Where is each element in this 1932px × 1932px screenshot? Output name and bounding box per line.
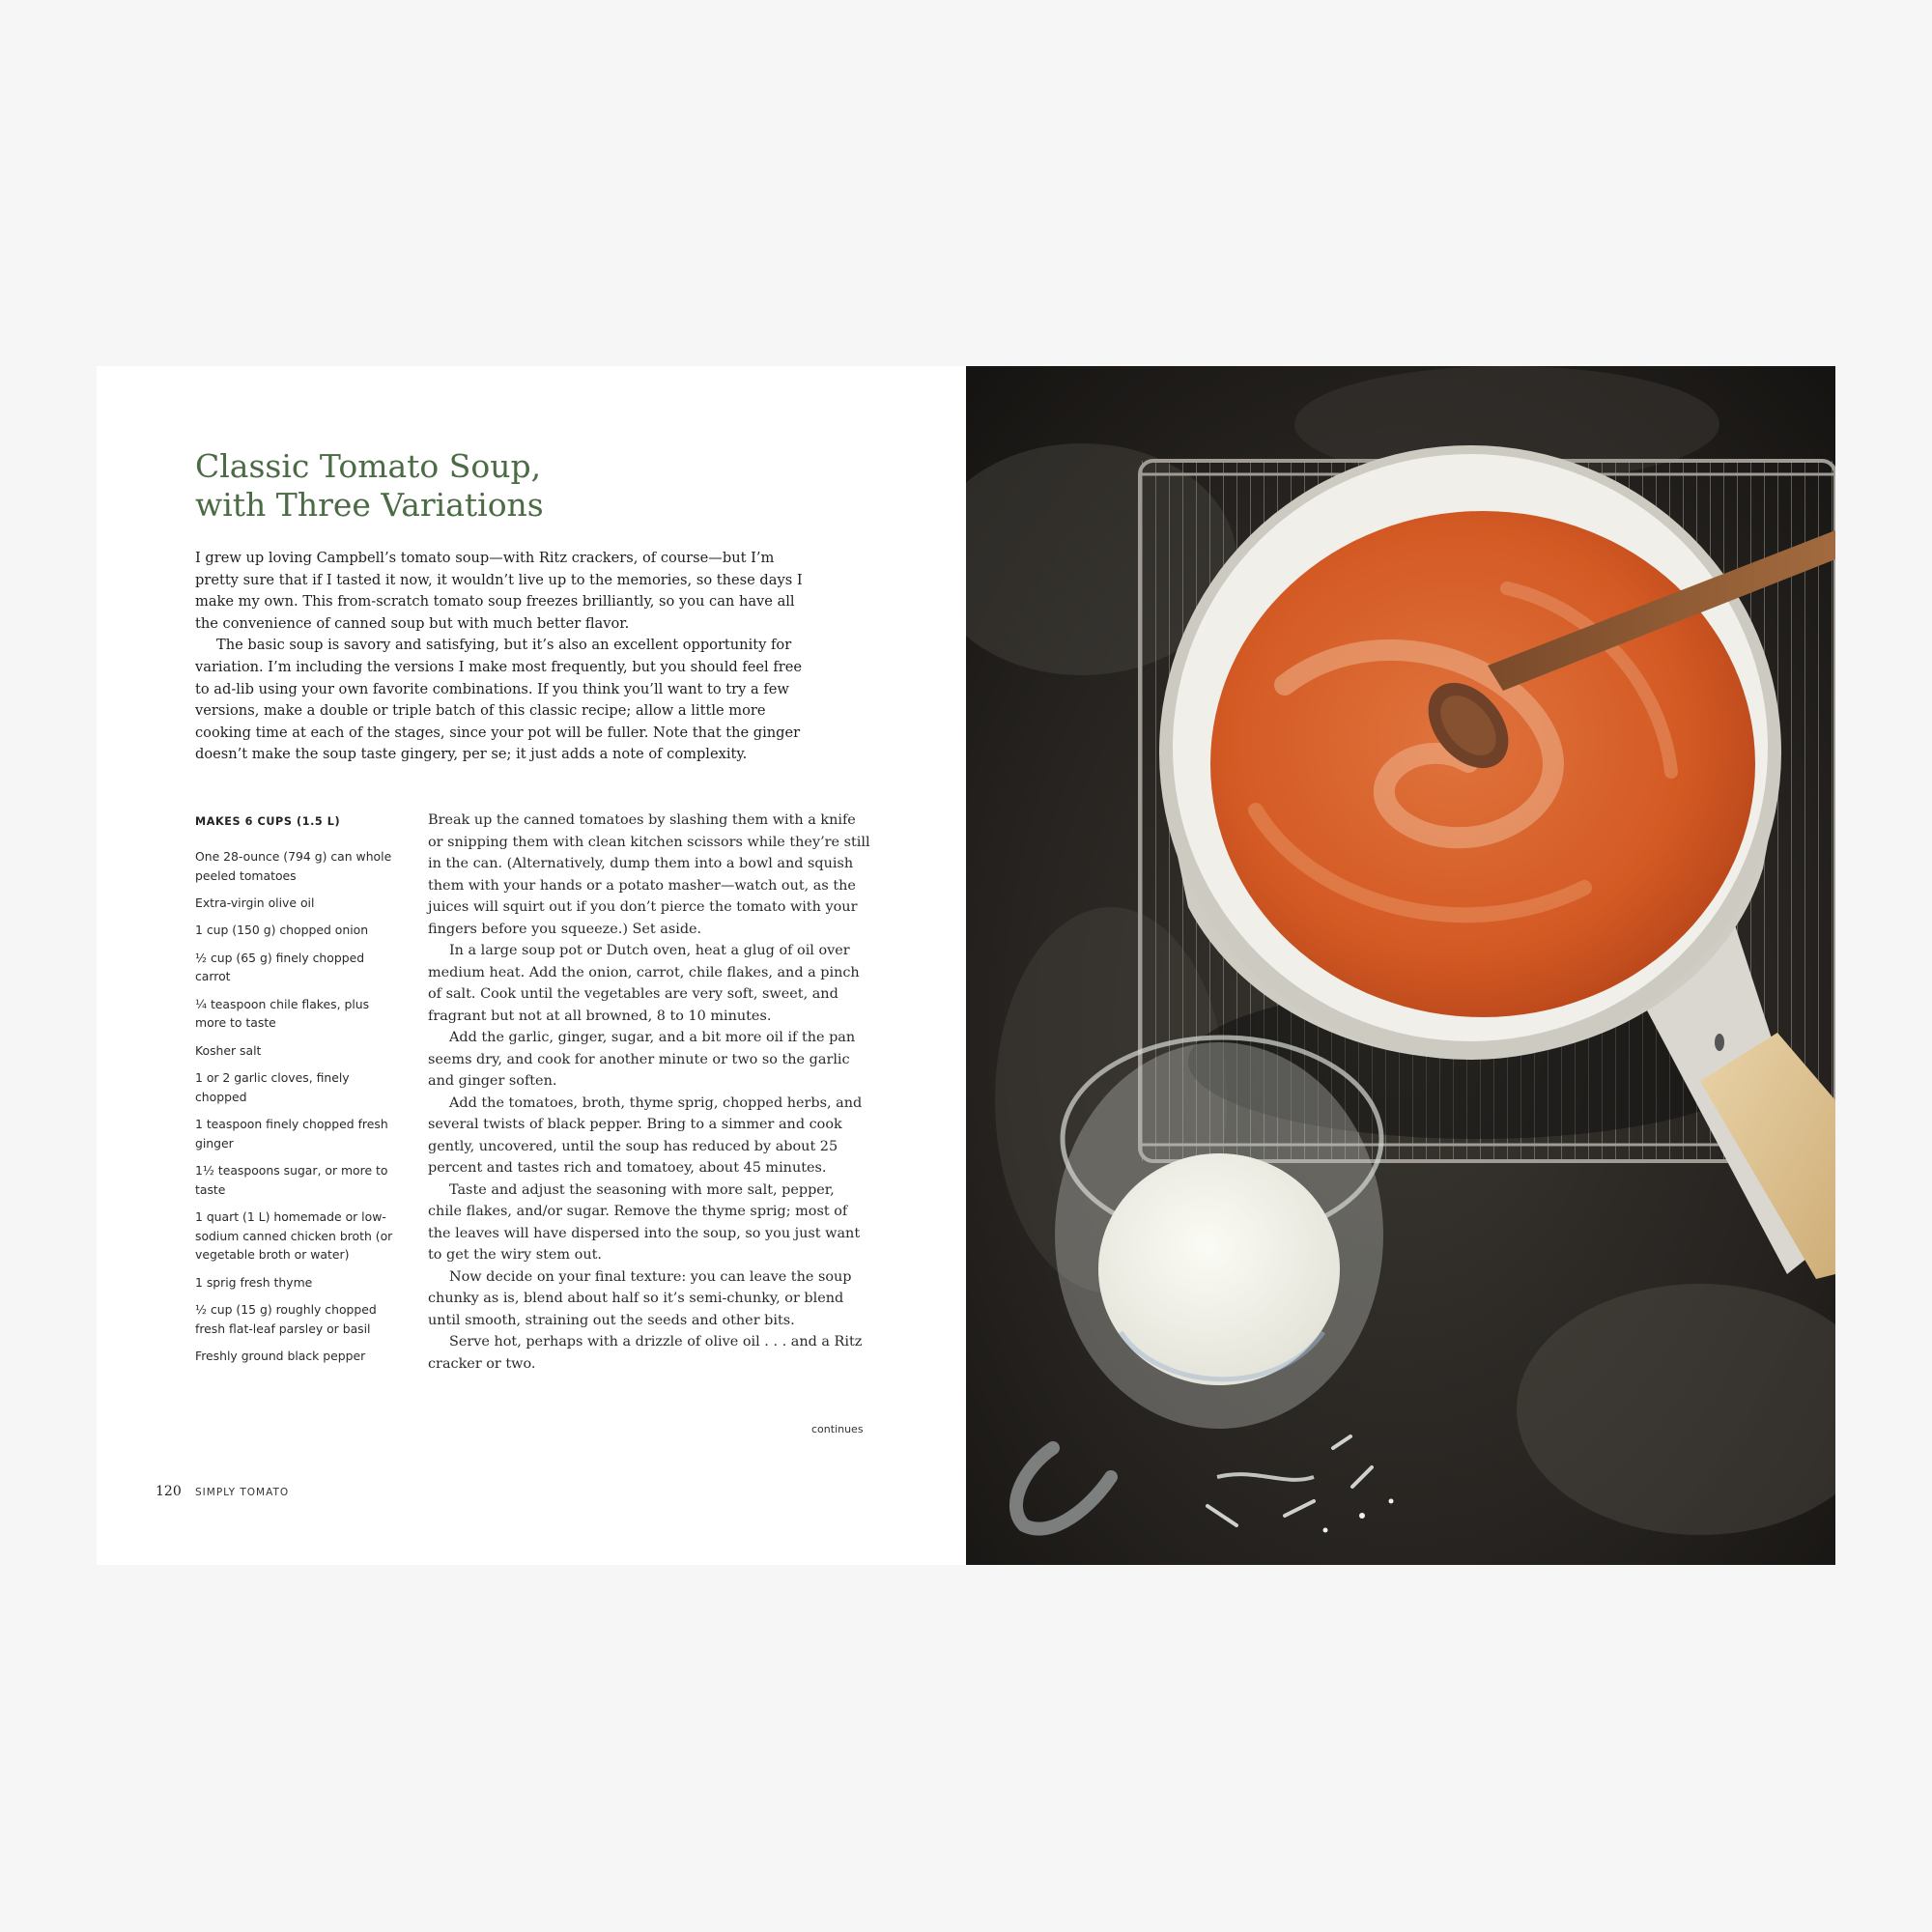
ingredient-item: 1 sprig fresh thyme [195, 1274, 313, 1290]
ingredient-item: 1 quart (1 L) homemade or low-sodium canned chicken broth (or vegetable broth or water) [195, 1208, 393, 1263]
continues-label: continues [811, 1423, 864, 1435]
method-step: Taste and adjust the seasoning with more salt, pepper, chile flakes, and/or sugar. Remove the thyme sprig; most of the leaves will have dispersed into the soup, so you just want to get the wiry stem out. [428, 1181, 861, 1263]
ingredient-item: Freshly ground black pepper [195, 1348, 366, 1363]
recipe-yield: MAKES 6 CUPS (1.5 L) [195, 815, 341, 828]
book-spread [97, 366, 1835, 1565]
method-step: Add the tomatoes, broth, thyme sprig, chopped herbs, and several twists of black pepper. Bring to a simmer and cook gently, uncovered, until the soup has reduced by about 25 percent and tastes rich and tomatoey, about 45 minutes. [428, 1094, 863, 1176]
left-page [97, 366, 966, 1565]
ingredient-item: ½ cup (15 g) roughly chopped fresh flat-leaf parsley or basil [195, 1301, 377, 1336]
intro-paragraph: The basic soup is savory and satisfying, but it’s also an excellent opportunity for variation. I’m including the versions I make most frequently, but you should feel free to ad-lib using your own favorite combinations. If you think you’ll want to try a few versions, make a double or triple batch of this classic recipe; allow a little more cooking time at each of the stages, since your pot will be fuller. Note that the ginger doesn’t make the soup taste gingery, per se; it just adds a note of complexity. [195, 637, 802, 763]
title-line-1: Classic Tomato Soup, [195, 447, 542, 485]
method-step: In a large soup pot or Dutch oven, heat a glug of oil over medium heat. Add the onion, carrot, chile flakes, and a pinch of salt. Cook until the vegetables are very soft, sweet, and fragrant but not at all browned, 8 to 10 minutes. [428, 943, 860, 1024]
ingredient-item: 1½ teaspoons sugar, or more to taste [195, 1162, 388, 1197]
method-step: Serve hot, perhaps with a drizzle of olive oil . . . and a Ritz cracker or two. [428, 1334, 863, 1372]
ingredient-item: One 28-ounce (794 g) can whole peeled tomatoes [195, 849, 392, 883]
recipe-title [195, 447, 775, 525]
ingredient-item: Extra-virgin olive oil [195, 895, 315, 910]
right-page [966, 366, 1835, 1565]
recipe-method [428, 810, 870, 1375]
soup-photo [966, 366, 1835, 1565]
page-number: 120 [156, 1484, 182, 1499]
ingredient-item: 1 teaspoon finely chopped fresh ginger [195, 1116, 388, 1151]
ingredient-item: ¼ teaspoon chile flakes, plus more to taste [195, 996, 370, 1031]
title-line-2: with Three Variations [195, 486, 544, 524]
intro-paragraph: I grew up loving Campbell’s tomato soup—with Ritz crackers, of course—but I’m pretty sure that if I tasted it now, it wouldn’t live up to the memories, so these days I make my own. This from-scratch tomato soup freezes brilliantly, so you can have all the convenience of canned soup but with much better flavor. [195, 550, 803, 632]
running-head: SIMPLY TOMATO [195, 1487, 290, 1498]
ingredient-item: ½ cup (65 g) finely chopped carrot [195, 950, 365, 984]
ingredient-item: 1 cup (150 g) chopped onion [195, 923, 369, 938]
method-step: Break up the canned tomatoes by slashing them with a knife or snipping them with clean kitchen scissors while they’re still in the can. (Alternatively, dump them into a bowl and squish them with your hands or a potato masher—watch out, as the juices will squirt out if you don’t pierce the tomato with your fingers before you squeeze.) Set aside. [428, 812, 870, 937]
ingredient-item: Kosher salt [195, 1042, 262, 1058]
ingredient-list [195, 847, 393, 1374]
recipe-intro [195, 548, 813, 766]
method-step: Now decide on your final texture: you can leave the soup chunky as is, blend about half so it’s semi-chunky, or blend until smooth, straining out the seeds and other bits. [428, 1268, 852, 1328]
ingredient-item: 1 or 2 garlic cloves, finely chopped [195, 1069, 350, 1104]
method-step: Add the garlic, ginger, sugar, and a bit more oil if the pan seems dry, and cook for another minute or two so the garlic and ginger soften. [428, 1030, 856, 1089]
